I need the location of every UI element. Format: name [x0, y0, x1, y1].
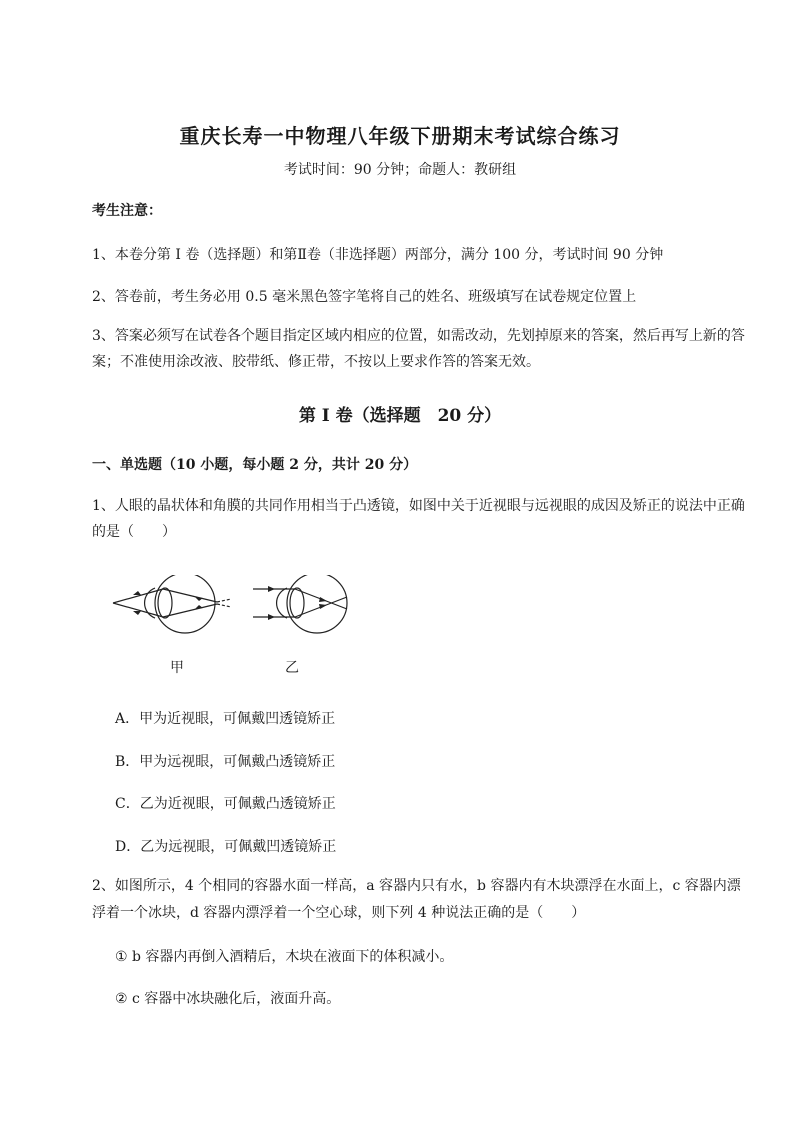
eye-yi-lens: [290, 588, 304, 618]
figure-label-yi: 乙: [285, 660, 299, 676]
notice-heading: 考生注意：: [92, 203, 162, 219]
figure-label-jia: 甲: [170, 660, 184, 676]
eye-jia-lens: [158, 588, 172, 618]
exam-info: 考试时间：90 分钟；命题人：教研组: [283, 162, 517, 178]
statement-1: ① b 容器内再倒入酒精后，木块在液面下的体积减小。: [115, 949, 454, 965]
section-title: 第 I 卷（选择题 20 分）: [298, 406, 502, 426]
eye-diagram: [105, 575, 365, 685]
option-a: A．甲为近视眼，可佩戴凹透镜矫正: [115, 711, 336, 727]
notice-item-3: 3、答案必须写在试卷各个题目指定区域内相应的位置，如需改动，先划掉原来的答案，然后再写上新的答案；不准使用涂改液、胶带纸、修正带，不按以上要求作答的答案无效。: [92, 328, 745, 370]
eye-yi-cornea: [277, 588, 287, 618]
option-d: D．乙为远视眼，可佩戴凹透镜矫正: [115, 839, 337, 855]
option-b: B．甲为远视眼，可佩戴凸透镜矫正: [115, 754, 336, 770]
eye-jia-eyeball: [155, 575, 215, 633]
page-title: 重庆长寿一中物理八年级下册期末考试综合练习: [179, 124, 621, 148]
notice-item-1: 1、本卷分第 I 卷（选择题）和第Ⅱ卷（非选择题）两部分，满分 100 分，考试时间 90 分钟: [92, 247, 664, 263]
eye-diagram-svg: [105, 575, 365, 685]
option-c: C．乙为近视眼，可佩戴凸透镜矫正: [115, 796, 336, 812]
statement-2: ② c 容器中冰块融化后，液面升高。: [115, 991, 341, 1007]
notice-item-2: 2、答卷前，考生务必用 0.5 毫米黑色签字笔将自己的姓名、班级填写在试卷规定位置上: [92, 289, 637, 305]
part-heading: 一、单选题（10 小题，每小题 2 分，共计 20 分）: [92, 457, 418, 473]
question-1-stem: 1、人眼的晶状体和角膜的共同作用相当于凸透镜，如图中关于近视眼与远视眼的成因及矫正的说法中正确的是（ ）: [92, 498, 745, 540]
question-2-stem: 2、如图所示，4 个相同的容器水面一样高，a 容器内只有水，b 容器内有木块漂浮在水面上，c 容器内漂浮着一个冰块，d 容器内漂浮着一个空心球，则下列 4 种说法正确的是（ ）: [92, 878, 741, 921]
eye-yi-eyeball: [287, 575, 347, 633]
